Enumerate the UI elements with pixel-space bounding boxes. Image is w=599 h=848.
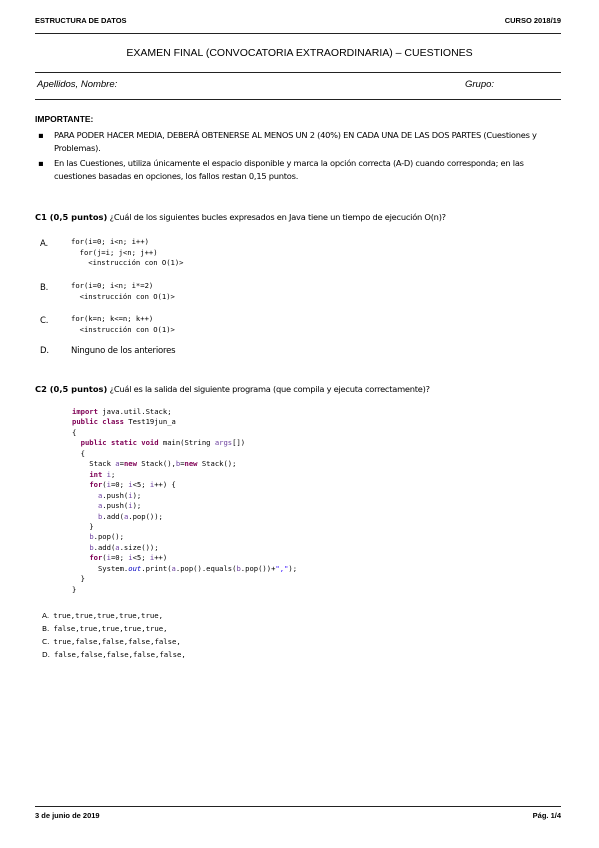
question-c1-text: ¿Cuál de los siguientes bucles expresados en Java tiene un tiempo de ejecución O(n)? (109, 212, 446, 222)
code-line: <instrucción con O(1)> (71, 324, 175, 334)
course-year: CURSO 2018/19 (504, 16, 561, 25)
important-list (35, 129, 561, 185)
answer-letter: A. (42, 611, 50, 620)
option-d-letter: D. (40, 346, 49, 356)
important-item (35, 157, 561, 183)
answer-a (42, 611, 163, 620)
answer-text: false,false,false,false,false, (53, 650, 186, 659)
code-line: <instrucción con O(1)> (71, 291, 175, 301)
answer-letter: C. (42, 637, 50, 646)
java-program-code: import java.util.Stack; public class Test19jun_a { public static void main(String args[]) { Stack a=new Stack(),b=new Stack(); int i; for(i=0; i<5; i++) { a.push(i); a.push(i); b.add(a.pop()); } b.pop(); b.add(a.size()); for(i=0; i<5; i++) System.out.print(a.pop().equals(b.pop())+","); } } (72, 407, 298, 594)
answer-letter: B. (42, 624, 50, 633)
code-line: <instrucción con O(1)> (71, 258, 184, 267)
option-b-code (71, 281, 175, 302)
answer-letter: D. (42, 650, 50, 659)
important-text-2: En las Cuestiones, utiliza únicamente el espacio disponible y marca la opción correcta (A-D) cuando corresponda; en las cuestiones basadas en opciones, los fallos restan 0,15 puntos. (54, 158, 524, 181)
option-c-letter: C. (40, 316, 49, 326)
page-number: Pág. 1/4 (532, 811, 561, 820)
important-heading: IMPORTANTE: (35, 114, 94, 124)
question-c2 (35, 384, 430, 394)
question-c2-label: C2 (0,5 puntos) (35, 384, 108, 394)
answer-text: true,true,true,true,true, (53, 611, 164, 620)
bullet-icon: ▪ (38, 158, 44, 168)
answer-d (42, 650, 186, 659)
option-a-code (71, 237, 184, 269)
option-a-letter: A. (40, 239, 48, 249)
student-info-row (35, 72, 561, 100)
question-c1 (35, 212, 446, 222)
code-line: for(k=n; k<=n; k++) (71, 314, 154, 323)
option-c-code (71, 314, 175, 335)
code-line: for(i=0; i<n; i++) (71, 237, 149, 246)
code-line: for(j=i; j<n; j++) (71, 247, 158, 257)
answer-c (42, 637, 181, 646)
answer-b (42, 624, 168, 633)
important-item (35, 129, 561, 155)
question-c1-label: C1 (0,5 puntos) (35, 212, 108, 222)
group-label: Grupo: (465, 79, 495, 90)
page-footer (35, 806, 561, 820)
course-name: ESTRUCTURA DE DATOS (35, 16, 127, 25)
page-header (35, 16, 561, 34)
question-c2-text: ¿Cuál es la salida del siguiente programa (que compila y ejecuta correctamente)? (109, 384, 430, 394)
bullet-icon: ▪ (38, 130, 44, 140)
answer-text: true,false,false,false,false, (53, 637, 181, 646)
answer-text: false,true,true,true,true, (53, 624, 168, 633)
exam-title: EXAMEN FINAL (CONVOCATORIA EXTRAORDINARIA) – CUESTIONES (126, 47, 473, 59)
code-line: for(i=0; i<n; i*=2) (71, 281, 154, 290)
option-b-letter: B. (40, 283, 49, 293)
important-text-1: PARA PODER HACER MEDIA, DEBERÁ OBTENERSE AL MENOS UN 2 (40%) EN CADA UNA DE LAS DOS PARTES (Cuestiones y Problemas). (54, 130, 537, 153)
exam-date: 3 de junio de 2019 (35, 811, 100, 820)
option-d-text: Ninguno de los anteriores (71, 346, 176, 356)
name-label: Apellidos, Nombre: (37, 79, 118, 90)
